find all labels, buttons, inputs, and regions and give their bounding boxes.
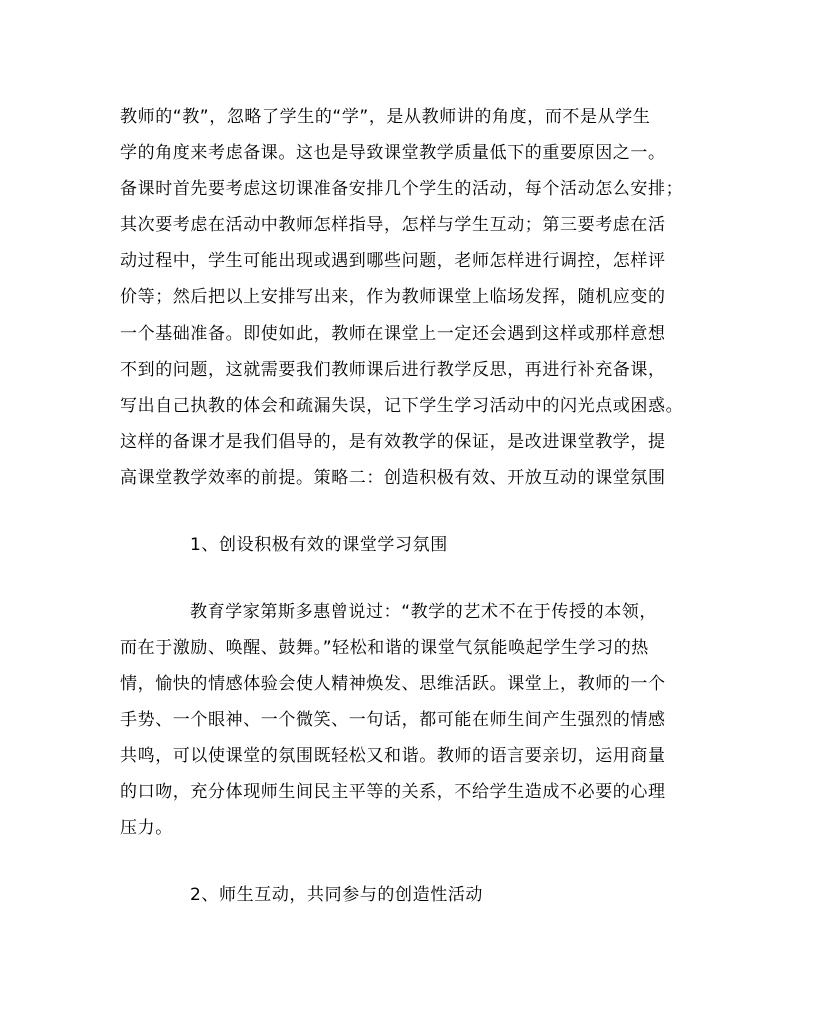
paragraph-line: 价等；然后把以上安排写出来，作为教师课堂上临场发挥，随机应变的 bbox=[120, 287, 666, 307]
paragraph-line: 备课时首先要考虑这切课准备安排几个学生的活动，每个活动怎么安排； bbox=[120, 179, 684, 199]
paragraph-line: 不到的问题，这就需要我们教师课后进行教学反思，再进行补充备课， bbox=[120, 360, 666, 380]
paragraph-line: 动过程中，学生可能出现或遇到哪些问题，老师怎样进行调控，怎样评 bbox=[120, 251, 666, 271]
paragraph-line: 高课堂教学效率的前提。策略二：创造积极有效、开放互动的课堂氛围 bbox=[120, 468, 666, 488]
paragraph-line: 其次要考虑在活动中教师怎样指导，怎样与学生互动；第三要考虑在活 bbox=[120, 215, 666, 235]
paragraph-line: 一个基础准备。即使如此，教师在课堂上一定还会遇到这样或那样意想 bbox=[120, 324, 666, 344]
paragraph-line: 压力。 bbox=[120, 818, 173, 838]
paragraph-line: 而在于激励、唤醒、鼓舞。”轻松和谐的课堂气氛能唤起学生学习的热 bbox=[120, 638, 649, 658]
paragraph-line: 写出自己执教的体会和疏漏失误，记下学生学习活动中的闪光点或困惑。 bbox=[120, 396, 684, 416]
paragraph-line: 共鸣，可以使课堂的氛围既轻松又和谐。教师的语言要亲切，运用商量 bbox=[120, 746, 666, 766]
paragraph-line: 这样的备课才是我们倡导的，是有效教学的保证，是改进课堂教学，提 bbox=[120, 432, 666, 452]
paragraph-line: 情，愉快的情感体验会使人精神焕发、思维活跃。课堂上，教师的一个 bbox=[120, 674, 666, 694]
section-heading: 2、师生互动，共同参与的创造性活动 bbox=[190, 885, 484, 905]
paragraph-line: 学的角度来考虑备课。这也是导致课堂教学质量低下的重要原因之一。 bbox=[120, 143, 666, 163]
paragraph-line: 教育学家第斯多惠曾说过：“教学的艺术不在于传授的本领， bbox=[190, 602, 658, 622]
paragraph-line: 的口吻，充分体现师生间民主平等的关系，不给学生造成不必要的心理 bbox=[120, 782, 666, 802]
paragraph-line: 教师的“教”，忽略了学生的“学”，是从教师讲的角度，而不是从学生 bbox=[120, 107, 651, 127]
paragraph-line: 手势、一个眼神、一个微笑、一句话，都可能在师生间产生强烈的情感 bbox=[120, 710, 666, 730]
section-heading: 1、创设积极有效的课堂学习氛围 bbox=[190, 535, 448, 555]
